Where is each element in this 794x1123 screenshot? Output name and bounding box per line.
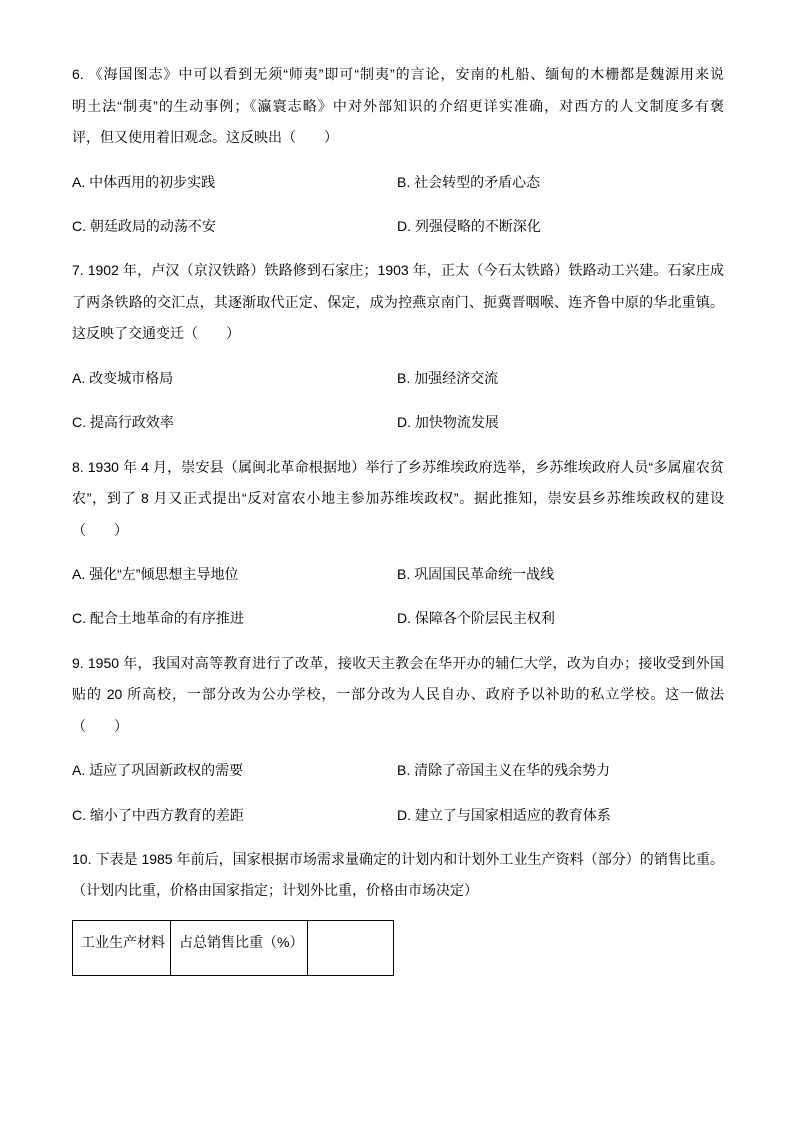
option-text: 列强侵略的不断深化 (414, 218, 541, 235)
option-label: B. (397, 762, 411, 779)
option-label: A. (72, 565, 86, 582)
option-b (397, 167, 540, 199)
table-header-cell: 占总销售比重（%） (171, 920, 308, 975)
question-stem-text: 1902 年，卢汉（京汉铁路）铁路修到石家庄；1903 年，正太（今石太铁路）铁路动工兴建。石家庄成 (87, 262, 724, 279)
option-row (72, 603, 724, 635)
option-b (397, 363, 498, 395)
table-header-cell: 工业生产材料 (73, 920, 171, 975)
option-text: 缩小了中西方教育的差距 (89, 806, 244, 823)
option-row (72, 407, 724, 439)
question-8 (72, 452, 724, 635)
option-label: B. (397, 173, 411, 190)
option-c (72, 407, 397, 439)
option-text: 清除了帝国主义在华的残余势力 (414, 762, 611, 779)
option-label: D. (397, 218, 411, 235)
option-a (72, 363, 397, 395)
option-label: A. (72, 173, 86, 190)
option-text: 改变城市格局 (89, 369, 174, 386)
question-number: 8. (72, 458, 84, 475)
option-row (72, 800, 724, 832)
question-stem-text: 《海国图志》中可以看到无须“师夷”即可“制夷”的言论，安南的札船、缅甸的木栅都是魏源用来说 (88, 66, 724, 83)
option-text: 巩固国民革命统一战线 (414, 565, 555, 582)
option-row (72, 559, 724, 591)
question-9 (72, 648, 724, 831)
question-stem-line: （计划内比重，价格由国家指定；计划外比重，价格由市场决定） (72, 882, 478, 899)
option-row (72, 167, 724, 199)
option-text: 朝廷政局的动荡不安 (89, 218, 216, 235)
question-stem-line: 明土法“制夷”的生动事例；《瀛寰志略》中对外部知识的介绍更详实准确，对西方的人文制度多有褒 (72, 97, 724, 114)
question-6 (72, 59, 724, 242)
question-stem-line (72, 255, 724, 287)
question-stem-line: 这反映了交通变迁（ ） (72, 325, 240, 342)
option-label: C. (72, 610, 86, 627)
table-header-row (73, 920, 394, 975)
option-text: 配合土地革命的有序推进 (89, 610, 244, 627)
option-c (72, 800, 397, 832)
question-stem-line (72, 59, 724, 91)
question-number: 10. (72, 850, 92, 867)
option-text: 建立了与国家相适应的教育体系 (414, 806, 611, 823)
option-c (72, 211, 397, 243)
option-text: 加强经济交流 (414, 369, 499, 386)
option-a (72, 755, 397, 787)
question-stem-line (72, 452, 724, 484)
question-number: 7. (72, 262, 84, 279)
option-c (72, 603, 397, 635)
question-stem-text: 1930 年 4 月，崇安县（属闽北革命根据地）举行了乡苏维埃政府选举，乡苏维埃政府人员“多属雇农贫 (87, 458, 724, 475)
option-label: B. (397, 565, 411, 582)
option-text: 强化“左”倾思想主导地位 (89, 565, 239, 582)
option-d (397, 407, 499, 439)
page-content (72, 59, 724, 976)
question-stem-line: （ ） (72, 717, 128, 734)
table-header-cell-empty (308, 920, 394, 975)
option-b (397, 559, 554, 591)
option-label: C. (72, 218, 86, 235)
data-table (72, 920, 394, 976)
question-number: 9. (72, 654, 84, 671)
option-text: 加快物流发展 (414, 414, 499, 431)
option-d (397, 603, 555, 635)
option-d (397, 800, 611, 832)
question-stem-line (72, 844, 724, 876)
option-label: C. (72, 806, 86, 823)
question-10 (72, 844, 724, 976)
question-stem-line: 了两条铁路的交汇点，其逐渐取代正定、保定，成为控燕京南门、扼冀晋咽喉、连齐鲁中原的华北重镇。 (72, 293, 724, 310)
question-stem-line (72, 648, 724, 680)
option-label: C. (72, 414, 86, 431)
question-stem-text: 1950 年，我国对高等教育进行了改革，接收天主教会在华开办的辅仁大学，改为自办；接收受到外国 (87, 654, 724, 671)
option-text: 适应了巩固新政权的需要 (89, 762, 244, 779)
option-text: 保障各个阶层民主权利 (414, 610, 555, 627)
option-label: B. (397, 369, 411, 386)
question-stem-line: 贴的 20 所高校，一部分改为公办学校，一部分改为人民自办、政府予以补助的私立学校。这一做法 (72, 686, 724, 703)
question-stem-line: 农”，到了 8 月又正式提出“反对富农小地主参加苏维埃政权”。据此推知，崇安县乡苏维埃政权的建设 (72, 490, 724, 507)
question-stem-line: 评，但又使用着旧观念。这反映出（ ） (72, 129, 338, 146)
option-row (72, 363, 724, 395)
option-text: 中体西用的初步实践 (89, 173, 216, 190)
question-stem-line: （ ） (72, 521, 128, 538)
option-label: A. (72, 369, 86, 386)
option-row (72, 755, 724, 787)
option-a (72, 559, 397, 591)
option-label: D. (397, 806, 411, 823)
question-number: 6. (72, 66, 84, 83)
option-label: D. (397, 414, 411, 431)
option-d (397, 211, 541, 243)
option-a (72, 167, 397, 199)
option-b (397, 755, 610, 787)
question-stem-text: 下表是 1985 年前后，国家根据市场需求量确定的计划内和计划外工业生产资料（部分）的销售比重。 (95, 850, 724, 867)
question-7 (72, 255, 724, 438)
option-row (72, 211, 724, 243)
option-label: A. (72, 762, 86, 779)
option-text: 社会转型的矛盾心态 (414, 173, 541, 190)
option-text: 提高行政效率 (89, 414, 174, 431)
option-label: D. (397, 610, 411, 627)
